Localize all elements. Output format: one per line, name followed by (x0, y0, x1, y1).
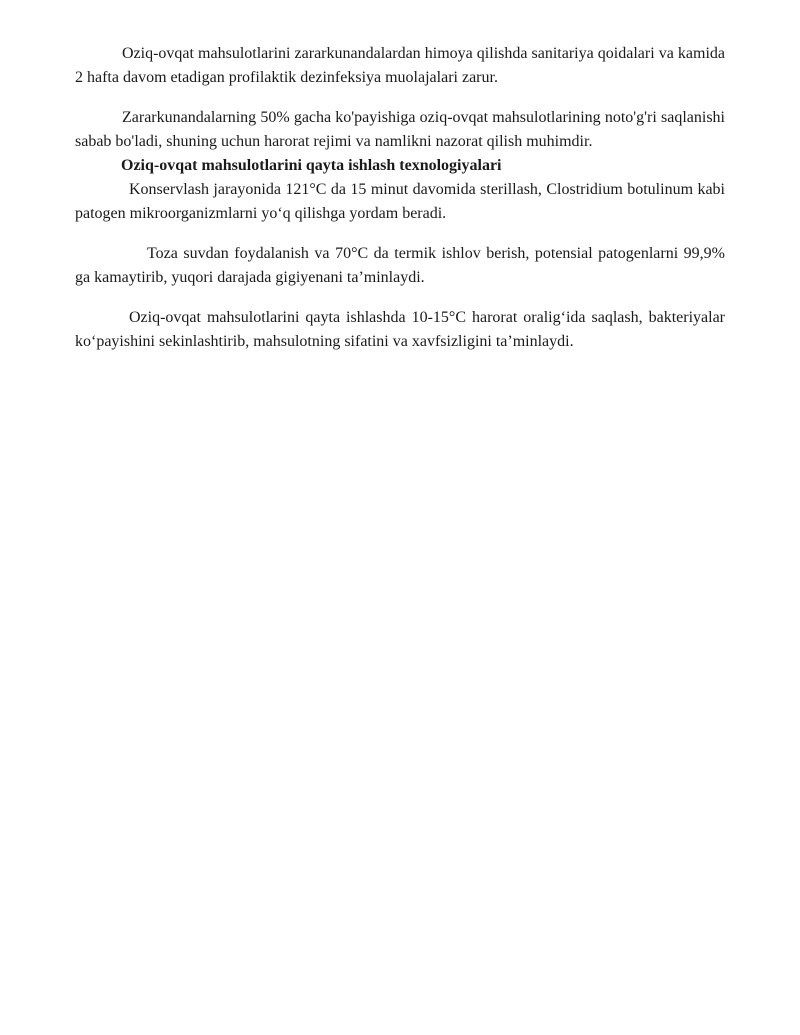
section-heading: Oziq-ovqat mahsulotlarini qayta ishlash texnologiyalari (121, 157, 502, 174)
paragraph-clean-water: Toza suvdan foydalanish va 70°C da termik ishlov berish, potensial patogenlarni 99,9% ga kamaytirib, yuqori darajada gigiyenani ta’minlaydi. (75, 245, 725, 286)
paragraph-canning: Konservlash jarayonida 121°C da 15 minut davomida sterillash, Clostridium botulinum kabi patogen mikroorganizmlarni yo‘q qilishga yordam beradi. (75, 181, 725, 222)
paragraph-storage-temperature: Oziq-ovqat mahsulotlarini qayta ishlashda 10-15°C harorat oralig‘ida saqlash, bakteriyalar ko‘payishini sekinlashtirib, mahsulotning sifatini va xavfsizligini ta’minlaydi. (75, 309, 725, 350)
document-page (75, 42, 725, 354)
paragraph-pest-protection: Oziq-ovqat mahsulotlarini zararkunandalardan himoya qilishda sanitariya qoidalari va kamida 2 hafta davom etadigan profilaktik dezinfeksiya muolajalari zarur. (75, 45, 725, 86)
paragraph-pest-growth: Zararkunandalarning 50% gacha ko'payishiga oziq-ovqat mahsulotlarining noto'g'ri saqlanishi sabab bo'ladi, shuning uchun harorat rejimi va namlikni nazorat qilish muhimdir. (75, 109, 725, 150)
